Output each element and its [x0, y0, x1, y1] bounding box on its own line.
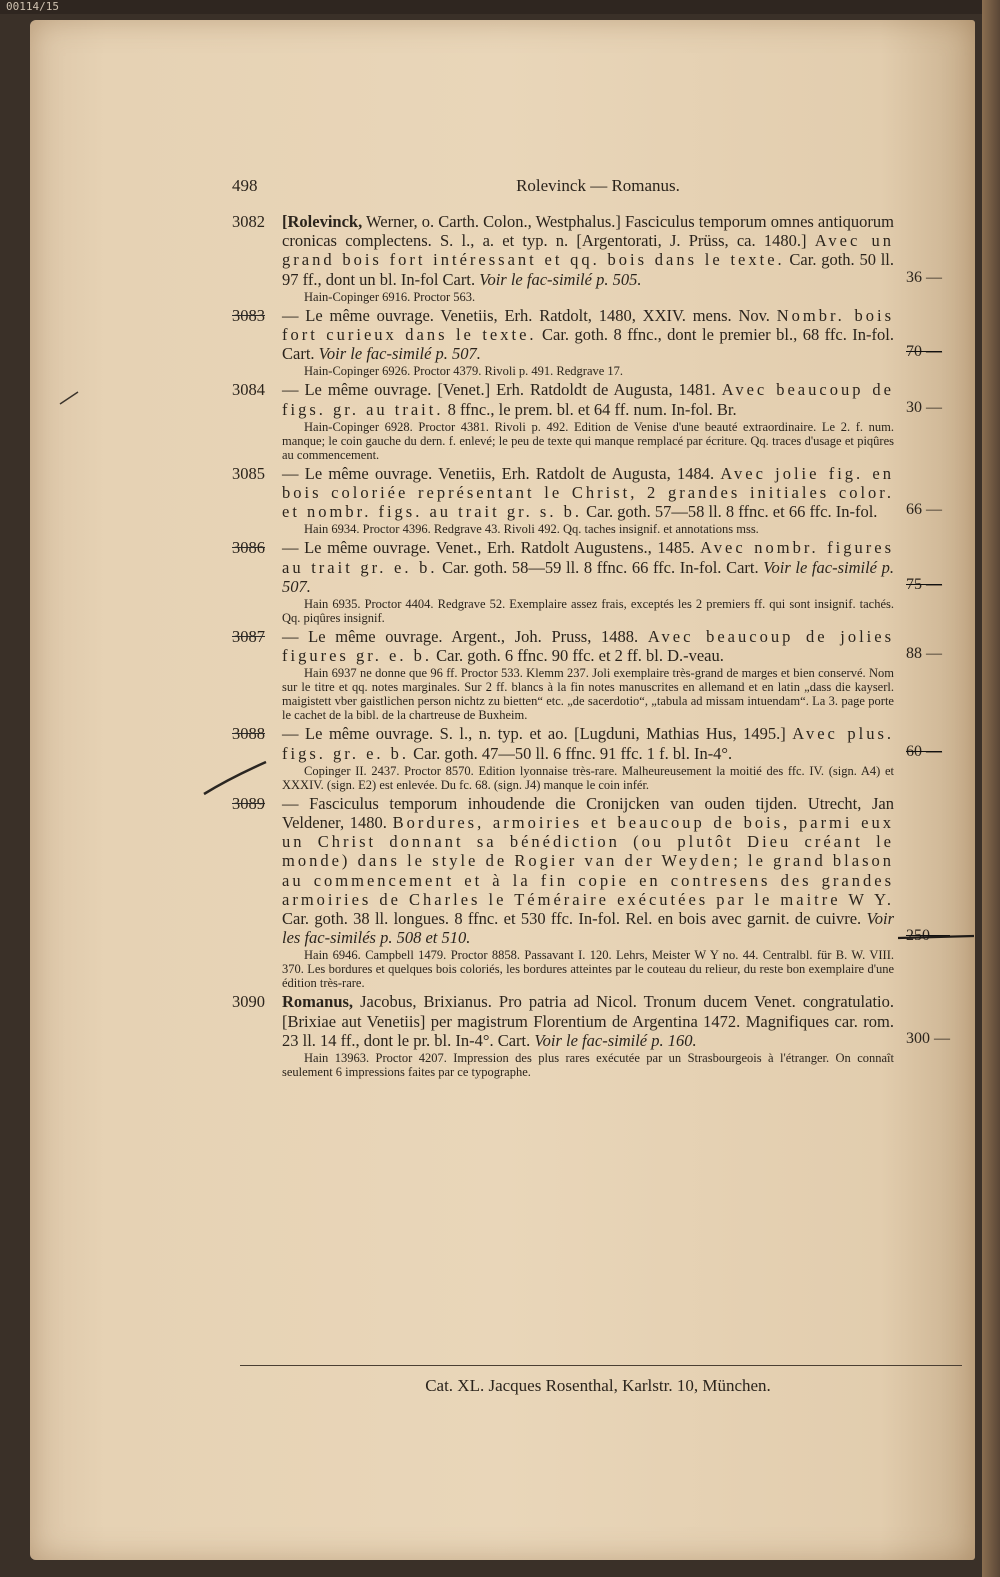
- entry-author: Romanus,: [282, 992, 354, 1012]
- entry-text: — Le même ouvrage. Argent., Joh. Pruss, 1488.: [282, 627, 648, 647]
- scan-label: 00114/15: [0, 0, 1000, 14]
- entry-ref-text: Hain-Copinger 6926. Proctor 4379. Rivoli p. 491. Redgrave 17.: [304, 364, 624, 379]
- entry-bibliography: [282, 666, 894, 722]
- catalog-entry: [232, 538, 894, 625]
- entry-text: — Le même ouvrage. Venet., Erh. Ratdolt Augustens., 1485.: [282, 538, 701, 558]
- entry-ref-text: Copinger II. 2437. Proctor 8570. Edition lyonnaise très-rare. Malheureusement la moitié des ffc. IV. (sign. A4) et XXXIV. (sign. E2) est enlevée. Du fc. 68. (sign. J4) manque le coin infér.: [282, 763, 894, 792]
- entry-illustration-note: Nombr. bois fort curieux dans le texte.: [282, 305, 894, 345]
- entry-illustration-note: Avec plus. figs. gr. e. b.: [282, 724, 894, 763]
- catalog-entry: [232, 627, 894, 722]
- entry-bibliography: [282, 522, 894, 536]
- entry-illustration-note: Avec beaucoup de figs. gr. au trait.: [282, 380, 894, 419]
- catalog-entry: [232, 724, 894, 791]
- book-spine: [982, 0, 1000, 1577]
- entry-collation: Car. goth. 58—59 ll. 8 ffnc. 66 ffc. In-fol. Cart.: [437, 557, 764, 577]
- entry-ref-text: Hain 6934. Proctor 4396. Redgrave 43. Rivoli 492. Qq. taches insignif. et annotations mss.: [304, 522, 759, 537]
- entry-ref-text: Hain-Copinger 6916. Proctor 563.: [304, 289, 476, 304]
- entry-bibliography: [282, 597, 894, 625]
- entry-bibliography: [282, 764, 894, 792]
- entry-description: [282, 627, 894, 665]
- catalog-entry: [232, 380, 894, 461]
- running-title: Rolevinck — Romanus.: [516, 176, 680, 195]
- catalog-entry: [232, 794, 894, 991]
- entry-text: Jacobus, Brixianus. Pro patria ad Nicol. Tronum ducem Venet. congratulatio. [Brixiae aut Venetiis] per magistrum Florentium de Argentina 1472. Magnifiques car. rom. 23 ll. 14 ff., dont le pr. bl. In-4°. Cart.: [282, 992, 894, 1050]
- entry-collation: Car. goth. 6 ffnc. 90 ffc. et 2 ff. bl. D.-veau.: [431, 646, 724, 666]
- entry-collation: 8 ffnc., le prem. bl. et 64 ff. num. In-fol. Br.: [443, 399, 737, 419]
- entry-description: [282, 794, 894, 948]
- entry-text: — Le même ouvrage. [Venet.] Erh. Ratdoldt de Augusta, 1481.: [282, 380, 722, 400]
- entry-description: [282, 306, 894, 364]
- price: 250 —: [906, 927, 950, 945]
- price: 36 —: [906, 268, 942, 286]
- entry-ref-text: Hain 6935. Proctor 4404. Redgrave 52. Exemplaire assez frais, exceptés les 2 premiers ff. qui sont insignif. tachés. Qq. piqûres insignif.: [282, 597, 894, 626]
- entry-description: [282, 212, 894, 289]
- entry-description: [282, 380, 894, 418]
- entry-text: — Le même ouvrage. S. l., n. typ. et ao. [Lugduni, Mathias Hus, 1495.]: [282, 724, 793, 744]
- catalog-footer: Cat. XL. Jacques Rosenthal, Karlstr. 10, München.: [425, 1376, 771, 1395]
- entry-collation: Car. goth. 8 ffnc., dont le premier bl., 68 ffc. In-fol. Cart.: [282, 325, 894, 364]
- entry-ref-text: Hain 6946. Campbell 1479. Proctor 8858. Passavant I. 120. Lehrs, Meister W Y no. 44. Centralbl. für B. W. VIII. 370. Les bordures et quelques bois coloriés, les bordures atteintes par le couteau du relieur, du reste bon exemplaire d'une édition très-rare.: [282, 948, 894, 991]
- entry-illustration-note: Bordures, armoiries et beaucoup de bois, parmi eux un Christ donnant sa bénédiction (ou plutôt Dieu créant le monde) dans le style de Rogier van der Weyden; le grand blason au commencement et à la fin copie en contresens des grandes armoiries de Charles le Téméraire exécutées par le maitre W Y.: [282, 813, 894, 909]
- entry-number: 3089: [232, 793, 265, 813]
- entry-illustration-note: Avec nombr. figures au trait gr. e. b.: [282, 538, 894, 577]
- footer-rule: [240, 1365, 962, 1366]
- entry-description: [282, 724, 894, 762]
- entry-number: 3084: [232, 380, 265, 400]
- entry-collation: Car. goth. 47—50 ll. 6 ffnc. 91 ffc. 1 f. bl. In-4°.: [409, 743, 733, 763]
- price: 66 —: [906, 501, 942, 519]
- entry-text: — Le même ouvrage. Venetiis, Erh. Ratdolt de Augusta, 1484.: [282, 463, 721, 483]
- catalog-entry: [232, 306, 894, 379]
- catalog-entry: [232, 212, 894, 304]
- entry-bibliography: [282, 364, 894, 378]
- entries-column: [232, 212, 894, 1081]
- price: 30 —: [906, 398, 942, 416]
- entry-number: 3090: [232, 992, 265, 1012]
- entry-text: — Fasciculus temporum inhoudende die Cronijcken van ouden tijden. Utrecht, Jan Veldener, 1480.: [282, 793, 894, 833]
- entry-bibliography: [282, 1051, 894, 1079]
- entry-illustration-note: Avec un grand bois fort intéressant et qq. bois dans le texte.: [282, 231, 894, 270]
- entry-description: [282, 538, 894, 596]
- catalog-entry: [232, 464, 894, 537]
- entry-ref-text: Hain 6937 ne donne que 96 ff. Proctor 533. Klemm 237. Joli exemplaire très-grand de marges et bien conservé. Nom sur le titre et qq. notes marginales. Sur 2 ff. blancs à la fin notes manuscrites en allemand et en latin „dass die kayserl. maigistett vber gaistlichen person nichtz zu bietten“ etc. „de sacerdotio“, „tabula ad missam intuendam“. La 3. page porte le cachet de la bibl. de la chartreuse de Buxheim.: [282, 666, 894, 723]
- entry-number: 3086: [232, 538, 265, 558]
- entry-bibliography: [282, 948, 894, 990]
- price: 70 —: [906, 343, 942, 361]
- entry-ref-text: Hain 13963. Proctor 4207. Impression des plus rares exécutée par un Strasbourgeois à l'étranger. On connaît seulement 6 impressions faites par ce typographe.: [282, 1051, 894, 1080]
- entry-facsimile-ref: Voir le fac-similé p. 507.: [282, 557, 895, 596]
- entry-illustration-note: Avec beaucoup de jolies figures gr. e. b.: [282, 627, 894, 666]
- entry-illustration-note: Avec jolie fig. en bois coloriée représentant le Christ, 2 grandes initiales color. et nombr. figs. au trait gr. s. b.: [282, 463, 894, 522]
- entry-number: 3083: [232, 305, 265, 325]
- entry-text: Werner, o. Carth. Colon., Westphalus.] Fasciculus temporum omnes antiquorum cronicas complectens. S. l., a. et typ. n. [Argentorati, J. Prüss, ca. 1480.]: [282, 212, 895, 251]
- entry-number: 3082: [232, 212, 265, 231]
- page-header: [232, 176, 964, 198]
- entry-facsimile-ref: Voir le fac-similé p. 507.: [318, 344, 481, 364]
- entry-description: [282, 992, 894, 1050]
- entry-number: 3087: [232, 627, 265, 647]
- entry-collation: Car. goth. 57—58 ll. 8 ffnc. et 66 ffc. In-fol.: [581, 502, 878, 522]
- entry-facsimile-ref: Voir les fac-similés p. 508 et 510.: [282, 909, 894, 948]
- entry-text: — Le même ouvrage. Venetiis, Erh. Ratdolt, 1480, XXIV. mens. Nov.: [282, 305, 777, 325]
- price: 88 —: [906, 645, 942, 663]
- price: 75 —: [906, 576, 942, 594]
- catalog-entry: [232, 992, 894, 1079]
- entry-description: [282, 464, 894, 522]
- price: 60 —: [906, 742, 942, 760]
- entry-author: [Rolevinck,: [282, 212, 363, 231]
- entry-facsimile-ref: Voir le fac-similé p. 160.: [534, 1030, 697, 1050]
- page-number: 498: [232, 176, 258, 195]
- entry-bibliography: [282, 420, 894, 462]
- entry-collation: Car. goth. 38 ll. longues. 8 ffnc. et 530 ffc. In-fol. Rel. en bois avec garnit. de cuivre.: [282, 909, 867, 929]
- entry-bibliography: [282, 290, 894, 304]
- entry-ref-text: Hain-Copinger 6928. Proctor 4381. Rivoli p. 492. Edition de Venise d'une beauté extraordinaire. Le 2. f. num. manque; le coin gauche du dern. f. enlevé; le peu de texte qui manque remplacé par écriture. Qq. traces d'usage et piqûres au commencement.: [282, 419, 894, 462]
- entry-number: 3088: [232, 724, 265, 744]
- entry-number: 3085: [232, 463, 265, 483]
- price: 300 —: [906, 1030, 950, 1048]
- entry-facsimile-ref: Voir le fac-similé p. 505.: [479, 269, 642, 289]
- entry-collation: Car. goth. 50 ll. 97 ff., dont un bl. In-fol Cart.: [282, 250, 894, 289]
